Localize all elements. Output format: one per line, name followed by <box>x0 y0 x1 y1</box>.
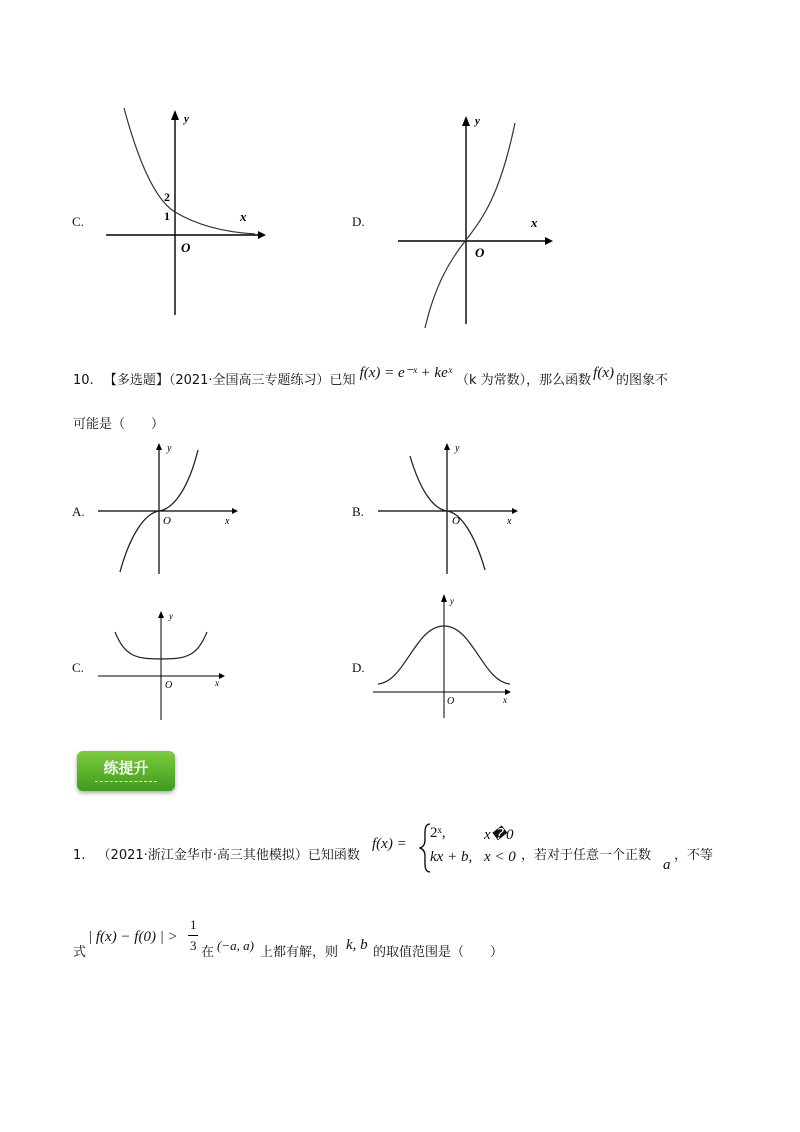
graph-q10-c <box>95 608 235 723</box>
q10-line1 <box>73 365 668 389</box>
q1-case1-expr: 2ˣ, <box>430 825 446 841</box>
q10-option-d-label: D. <box>352 660 365 675</box>
option-c-label: C. <box>72 214 84 229</box>
y-arrow <box>156 443 162 450</box>
q1-frac-den: 3 <box>190 938 197 953</box>
q1-line2-prefix: 式 <box>73 945 87 960</box>
y-arrow <box>158 611 164 618</box>
q10-source: （2021·全国高三专题练习）已知 <box>168 373 356 388</box>
graph-q9-d <box>395 110 560 332</box>
q1-number: 1. <box>73 848 86 863</box>
q1-interval: (−a, a) <box>217 938 254 953</box>
x-label: x <box>240 209 247 224</box>
graph-q10-d <box>370 590 520 720</box>
q1-line2-mid2: 上都有解，则 <box>260 945 339 960</box>
q10-formula: f(x) = e⁻ˣ + keˣ <box>359 365 452 381</box>
x-label: x <box>225 516 230 527</box>
origin-label: O <box>163 515 171 527</box>
graph-q10-a <box>95 440 245 578</box>
section-badge-text: 练提升 <box>103 759 149 777</box>
y-arrow <box>462 116 470 126</box>
x-arrow <box>512 508 518 514</box>
q1-line2-mid: 在 <box>201 945 215 960</box>
x-arrow <box>219 673 225 679</box>
x-label: x <box>531 215 538 230</box>
q1-line1-start <box>73 844 360 863</box>
y-arrow <box>441 594 447 602</box>
q1-kb: k, b <box>346 937 368 953</box>
y-label: y <box>169 611 173 621</box>
q1-tail: ，不等 <box>674 848 714 863</box>
x-arrow <box>232 508 238 514</box>
origin-label: O <box>475 245 485 260</box>
tick-2: 2 <box>164 190 170 204</box>
y-arrow <box>171 110 179 120</box>
y-label: y <box>167 443 172 454</box>
origin-label: O <box>165 680 173 691</box>
frac-bar <box>188 935 198 936</box>
q10-note: （k 为常数），那么函数 <box>455 373 592 388</box>
q1-ineq: | f(x) − f(0) | > <box>88 929 178 945</box>
origin-label: O <box>452 515 460 527</box>
graph-q9-c <box>100 100 270 320</box>
q1-case2-cond: x < 0 <box>484 849 516 865</box>
q10-option-c-label: C. <box>72 660 84 675</box>
y-label: y <box>455 443 460 454</box>
q1-frac-num: 1 <box>190 917 197 932</box>
curve <box>124 108 255 234</box>
origin-label: O <box>447 696 455 707</box>
badge-dash <box>95 781 157 782</box>
x-label: x <box>503 695 507 705</box>
section-badge <box>77 751 175 791</box>
y-label: y <box>184 113 189 125</box>
q10-tag: 【多选题】 <box>103 373 169 388</box>
y-arrow <box>444 443 450 450</box>
q10-option-a-label: A. <box>72 504 85 519</box>
option-d-label: D. <box>352 214 365 229</box>
q1-fx-lhs: f(x) = <box>372 836 407 852</box>
q1-line2-tail: 的取值范围是（ ） <box>373 945 504 960</box>
origin-label: O <box>181 240 191 255</box>
q10-tail: 的图象不 <box>615 373 668 388</box>
q10-number: 10. <box>73 373 94 388</box>
x-label: x <box>215 678 219 688</box>
x-arrow <box>545 237 553 245</box>
curve <box>425 123 515 328</box>
q1-case1-cond: x�0 <box>484 827 514 843</box>
x-label: x <box>507 516 512 527</box>
q10-fx: f(x) <box>593 365 614 381</box>
q1-source: （2021·浙江金华市·高三其他模拟）已知函数 <box>97 848 360 863</box>
q1-a: a <box>663 857 671 873</box>
x-arrow <box>258 231 266 239</box>
q1-case2-expr: kx + b, <box>430 849 473 865</box>
tick-1: 1 <box>164 209 170 223</box>
q1-mid: ，若对于任意一个正数 <box>521 848 652 863</box>
graph-q10-b <box>375 440 525 578</box>
q10-option-b-label: B. <box>352 504 364 519</box>
y-label: y <box>450 596 454 606</box>
q10-line2: 可能是（ ） <box>73 417 165 432</box>
y-label: y <box>475 115 480 127</box>
